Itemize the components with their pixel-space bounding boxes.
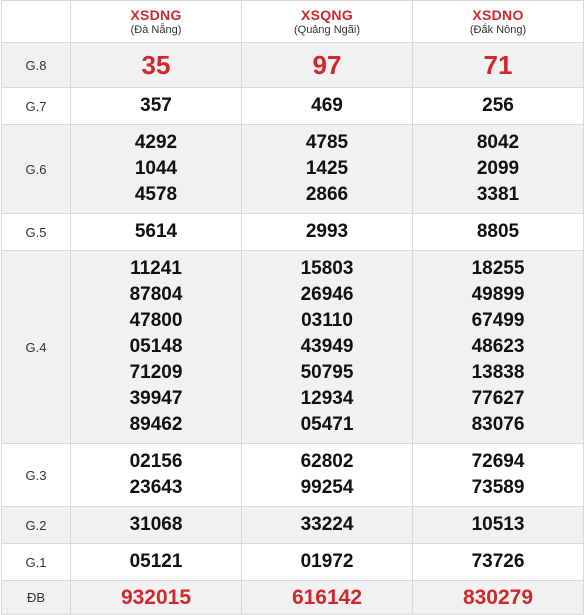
prize-number: 87804 (129, 284, 183, 305)
province-name: (Quảng Ngãi) (293, 23, 361, 36)
prize-number: 10513 (413, 507, 584, 544)
prize-row-g6 (2, 125, 584, 214)
province-name: (Đà Nẵng) (130, 23, 182, 36)
special-prize-number: 616142 (242, 581, 413, 615)
prize-number: 357 (71, 88, 242, 125)
prize-number: 15803 (300, 258, 354, 279)
prize-number: 2866 (305, 184, 349, 205)
prize-label: G.2 (2, 507, 71, 544)
prize-number: 72694 (471, 451, 525, 472)
prize-number: 01972 (242, 544, 413, 581)
prize-number: 5614 (71, 214, 242, 251)
prize-number: 8042 (476, 132, 520, 153)
special-prize-number: 932015 (71, 581, 242, 615)
prize-number: 1044 (134, 158, 178, 179)
prize-number: 8805 (413, 214, 584, 251)
prize-row-db (2, 581, 584, 615)
province-header-1[interactable] (71, 1, 242, 43)
prize-cell (71, 444, 242, 507)
prize-row-g5 (2, 214, 584, 251)
prize-number: 05121 (71, 544, 242, 581)
prize-number: 26946 (300, 284, 354, 305)
prize-number: 03110 (301, 310, 353, 331)
prize-number: 4785 (305, 132, 349, 153)
prize-number: 33224 (242, 507, 413, 544)
prize-number: 77627 (471, 388, 525, 409)
prize-cell (242, 251, 413, 444)
prize-number: 49899 (471, 284, 525, 305)
prize-cell (242, 444, 413, 507)
prize-number: 31068 (71, 507, 242, 544)
lottery-results-table (1, 0, 584, 615)
prize-row-g1 (2, 544, 584, 581)
prize-number: 35 (71, 43, 242, 88)
corner-cell (2, 1, 71, 43)
province-header-3[interactable] (413, 1, 584, 43)
prize-number: 62802 (300, 451, 354, 472)
prize-number: 99254 (300, 477, 354, 498)
prize-number: 1425 (305, 158, 349, 179)
prize-number: 43949 (300, 336, 354, 357)
prize-number: 67499 (471, 310, 525, 331)
prize-cell (413, 125, 584, 214)
prize-number: 23643 (129, 477, 183, 498)
prize-number: 83076 (471, 414, 525, 435)
prize-number: 05471 (300, 414, 354, 435)
prize-cell (413, 251, 584, 444)
prize-label: G.5 (2, 214, 71, 251)
prize-number: 13838 (471, 362, 525, 383)
prize-number: 02156 (129, 451, 183, 472)
prize-number: 89462 (129, 414, 183, 435)
province-header-row (2, 1, 584, 43)
prize-row-g7 (2, 88, 584, 125)
prize-cell (242, 125, 413, 214)
prize-label: G.3 (2, 444, 71, 507)
prize-number: 11241 (130, 258, 182, 279)
prize-number: 71 (413, 43, 584, 88)
prize-number: 50795 (300, 362, 354, 383)
prize-number: 48623 (471, 336, 525, 357)
prize-number: 73589 (471, 477, 525, 498)
prize-row-g4 (2, 251, 584, 444)
prize-number: 4292 (134, 132, 178, 153)
prize-row-g3 (2, 444, 584, 507)
prize-number: 2993 (242, 214, 413, 251)
prize-number: 4578 (134, 184, 178, 205)
prize-number: 97 (242, 43, 413, 88)
prize-label: G.6 (2, 125, 71, 214)
prize-number: 3381 (476, 184, 520, 205)
prize-number: 71209 (129, 362, 183, 383)
prize-label: ĐB (2, 581, 71, 615)
prize-number: 2099 (476, 158, 520, 179)
prize-number: 12934 (300, 388, 354, 409)
prize-number: 05148 (129, 336, 183, 357)
province-name: (Đắk Nông) (469, 23, 527, 36)
prize-row-g8 (2, 43, 584, 88)
prize-number: 39947 (129, 388, 183, 409)
prize-cell (71, 251, 242, 444)
prize-number: 18255 (471, 258, 525, 279)
prize-cell (71, 125, 242, 214)
province-code[interactable]: XSDNG (130, 6, 182, 23)
prize-label: G.8 (2, 43, 71, 88)
prize-label: G.4 (2, 251, 71, 444)
prize-number: 73726 (413, 544, 584, 581)
province-header-2[interactable] (242, 1, 413, 43)
special-prize-number: 830279 (413, 581, 584, 615)
province-code[interactable]: XSQNG (300, 6, 354, 23)
province-code[interactable]: XSDNO (472, 6, 524, 23)
prize-label: G.7 (2, 88, 71, 125)
prize-number: 469 (242, 88, 413, 125)
prize-cell (413, 444, 584, 507)
prize-number: 256 (413, 88, 584, 125)
prize-number: 47800 (129, 310, 183, 331)
prize-label: G.1 (2, 544, 71, 581)
prize-row-g2 (2, 507, 584, 544)
